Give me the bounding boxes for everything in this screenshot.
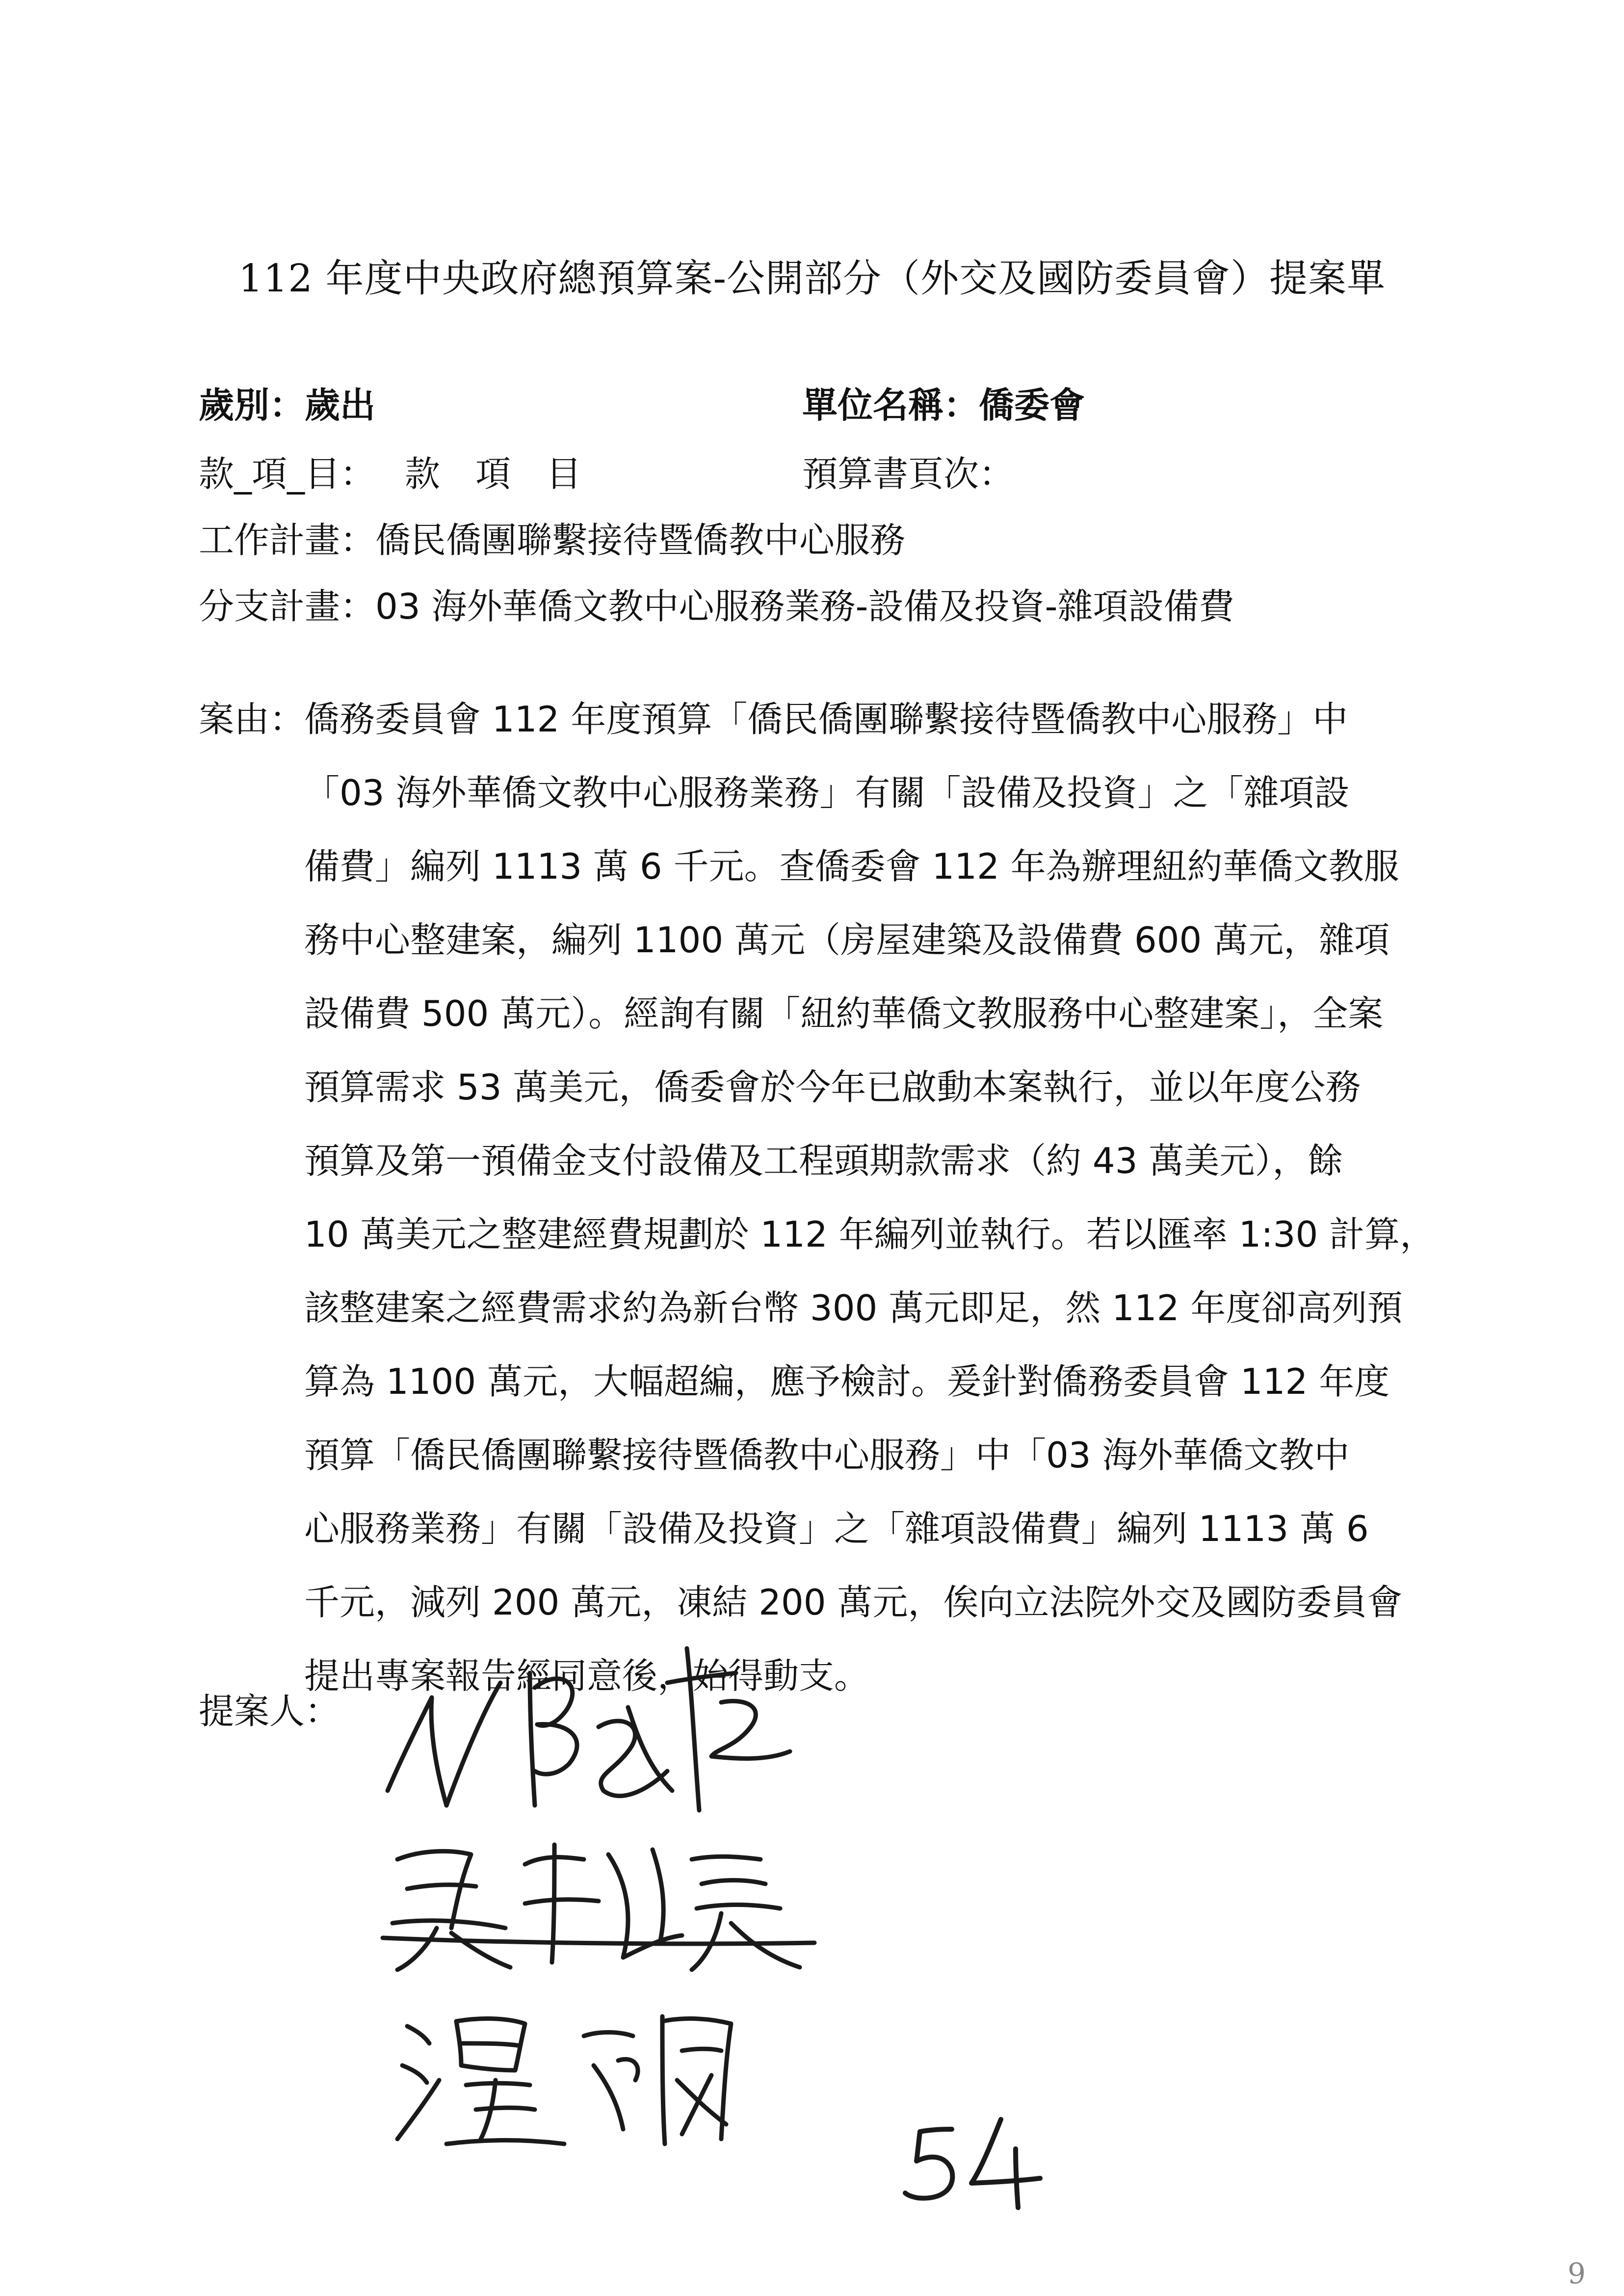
case-line: 提出專案報告經同意後，始得動支。 bbox=[304, 1655, 870, 1696]
signature-2 bbox=[378, 1830, 819, 1977]
unit-field bbox=[802, 385, 1085, 426]
unit-value: 僑委會 bbox=[979, 385, 1085, 426]
case-line: 設備費 500 萬元）。經詢有關「紐約華僑文教服務中心整建案」，全案 bbox=[304, 993, 1384, 1034]
case-line: 「03 海外華僑文教中心服務業務」有關「設備及投資」之「雜項設 bbox=[304, 772, 1350, 813]
case-line: 僑務委員會 112 年度預算「僑民僑團聯繫接待暨僑教中心服務」中 bbox=[304, 699, 1348, 740]
case-line: 10 萬美元之整建經費規劃於 112 年編列並執行。若以匯率 1:30 計算， bbox=[304, 1214, 1436, 1255]
document-title: 112 年度中央政府總預算案-公開部分（外交及國防委員會）提案單 bbox=[238, 257, 1386, 301]
item-field bbox=[199, 453, 582, 495]
case-line: 算為 1100 萬元，大幅超編，應予檢討。爰針對僑務委員會 112 年度 bbox=[304, 1361, 1390, 1402]
case-line: 預算「僑民僑團聯繫接待暨僑教中心服務」中「03 海外華僑文教中 bbox=[304, 1435, 1350, 1476]
category-label: 歲別： bbox=[199, 385, 305, 426]
case-line: 千元，減列 200 萬元，凍結 200 萬元，俟向立法院外交及國防委員會 bbox=[304, 1582, 1403, 1623]
category-value: 歲出 bbox=[305, 385, 376, 426]
category-field bbox=[199, 385, 376, 426]
case-line: 預算及第一預備金支付設備及工程頭期款需求（約 43 萬美元），餘 bbox=[304, 1140, 1343, 1181]
unit-label: 單位名稱： bbox=[802, 385, 979, 426]
case-label: 案由： bbox=[199, 699, 305, 740]
page-ref-field bbox=[802, 453, 1015, 495]
item-label: 款_項_目： bbox=[199, 453, 376, 495]
handwritten-number bbox=[898, 2114, 1045, 2213]
case-line: 務中心整建案，編列 1100 萬元（房屋建築及設備費 600 萬元，雜項 bbox=[304, 919, 1390, 961]
work-plan-label: 工作計畫： bbox=[199, 520, 376, 561]
signature-1 bbox=[373, 1629, 814, 1835]
case-line: 預算需求 53 萬美元，僑委會於今年已啟動本案執行，並以年度公務 bbox=[304, 1067, 1361, 1108]
sub-plan-label: 分支計畫： bbox=[199, 586, 376, 627]
page-number: 9 bbox=[1568, 2257, 1586, 2290]
work-plan-value: 僑民僑團聯繫接待暨僑教中心服務 bbox=[375, 520, 906, 561]
sub-plan-field bbox=[199, 586, 1234, 627]
case-line: 備費」編列 1113 萬 6 千元。查僑委會 112 年為辦理紐約華僑文教服 bbox=[304, 846, 1399, 887]
proposer-label: 提案人： bbox=[199, 1691, 341, 1732]
work-plan-field bbox=[199, 520, 906, 561]
sub-plan-value: 03 海外華僑文教中心服務業務-設備及投資-雜項設備費 bbox=[375, 586, 1234, 627]
signature-3 bbox=[388, 1997, 780, 2159]
case-line: 該整建案之經費需求約為新台幣 300 萬元即足，然 112 年度卻高列預 bbox=[304, 1287, 1403, 1329]
case-line: 心服務業務」有關「設備及投資」之「雜項設備費」編列 1113 萬 6 bbox=[304, 1508, 1369, 1549]
item-value: 款 項 目 bbox=[405, 453, 582, 495]
page-ref-label: 預算書頁次： bbox=[802, 453, 1015, 495]
